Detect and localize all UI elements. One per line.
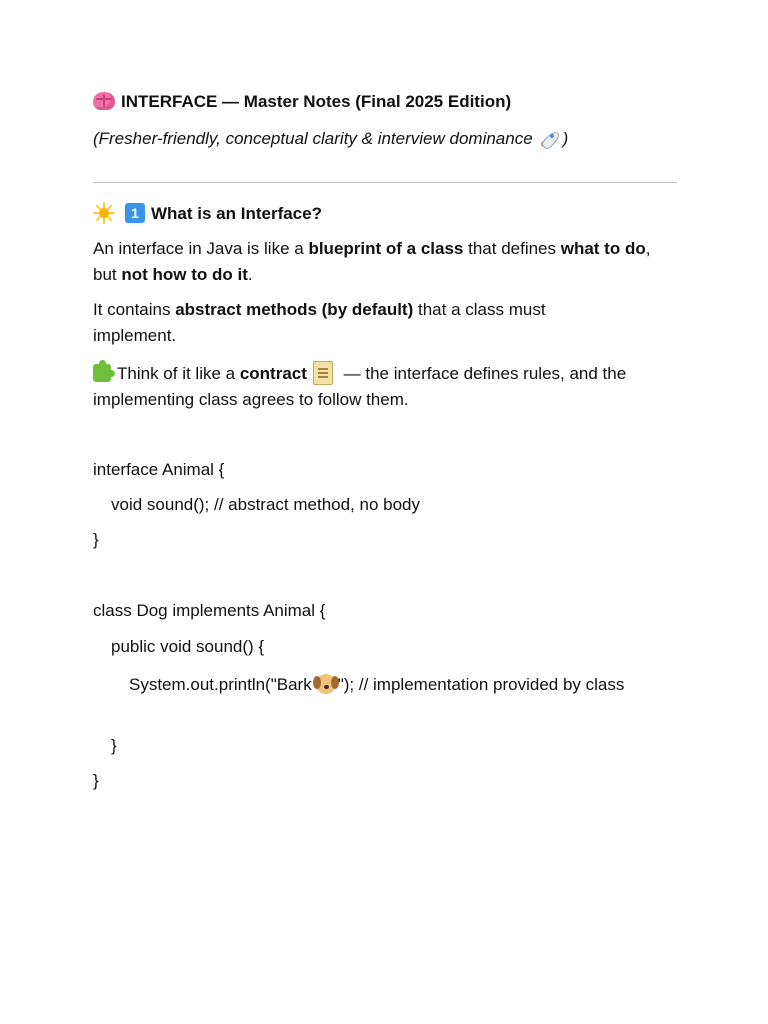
- p1-text-1: An interface in Java is like a: [93, 239, 309, 258]
- code-line-4: class Dog implements Animal {: [93, 601, 326, 620]
- page-subtitle: [93, 126, 568, 152]
- section-heading: [93, 201, 322, 227]
- divider: [93, 182, 677, 183]
- p1-bold-2: what to do: [560, 239, 646, 258]
- subtitle-text: (Fresher-friendly, conceptual clarity & interview dominance: [93, 129, 533, 148]
- code-line-5: public void sound() {: [111, 637, 265, 656]
- p1-bold-3: not how to do it: [121, 265, 248, 284]
- code-line-2: void sound(); // abstract method, no body: [111, 495, 421, 514]
- paragraph-contract: [93, 361, 677, 413]
- p1-text-2: that defines: [463, 239, 561, 258]
- paragraph-abstract: [93, 297, 613, 349]
- section-heading-text: What is an Interface?: [151, 204, 322, 223]
- p1-text-4: .: [247, 265, 253, 284]
- keycap-one-icon: 1: [125, 203, 145, 223]
- code-line-3: }: [93, 530, 99, 549]
- brain-icon: [93, 92, 115, 110]
- p3-bold-1: contract: [239, 364, 307, 383]
- code-line-6-part-2: "); // implementation provided by class: [337, 675, 625, 694]
- p1-text-3: , but: [93, 239, 651, 284]
- code-line-1: interface Animal {: [93, 460, 225, 479]
- dog-icon: [316, 674, 336, 694]
- code-line-8: }: [93, 771, 99, 790]
- p2-text-2: that a class must implement.: [93, 300, 546, 345]
- paragraph-definition: [93, 236, 677, 288]
- p2-text-1: It contains: [93, 300, 176, 319]
- p3-text-1: Think of it like a: [117, 364, 240, 383]
- sun-icon: [93, 202, 115, 224]
- code-line-6-part-1: System.out.println("Bark: [129, 675, 312, 694]
- puzzle-icon: [93, 364, 111, 382]
- page-title: [93, 89, 511, 115]
- p1-bold-1: blueprint of a class: [308, 239, 464, 258]
- p3-text-2: — the interface defines rules, and the implementing class agrees to follow them.: [93, 364, 627, 409]
- subtitle-close: ): [562, 129, 569, 148]
- scroll-icon: [313, 361, 333, 385]
- rocket-icon: [539, 126, 563, 148]
- code-line-6: [93, 672, 677, 698]
- p2-bold-1: abstract methods (by default): [175, 300, 414, 319]
- page-title-text: INTERFACE — Master Notes (Final 2025 Edition): [121, 92, 512, 111]
- code-line-7: }: [111, 736, 117, 755]
